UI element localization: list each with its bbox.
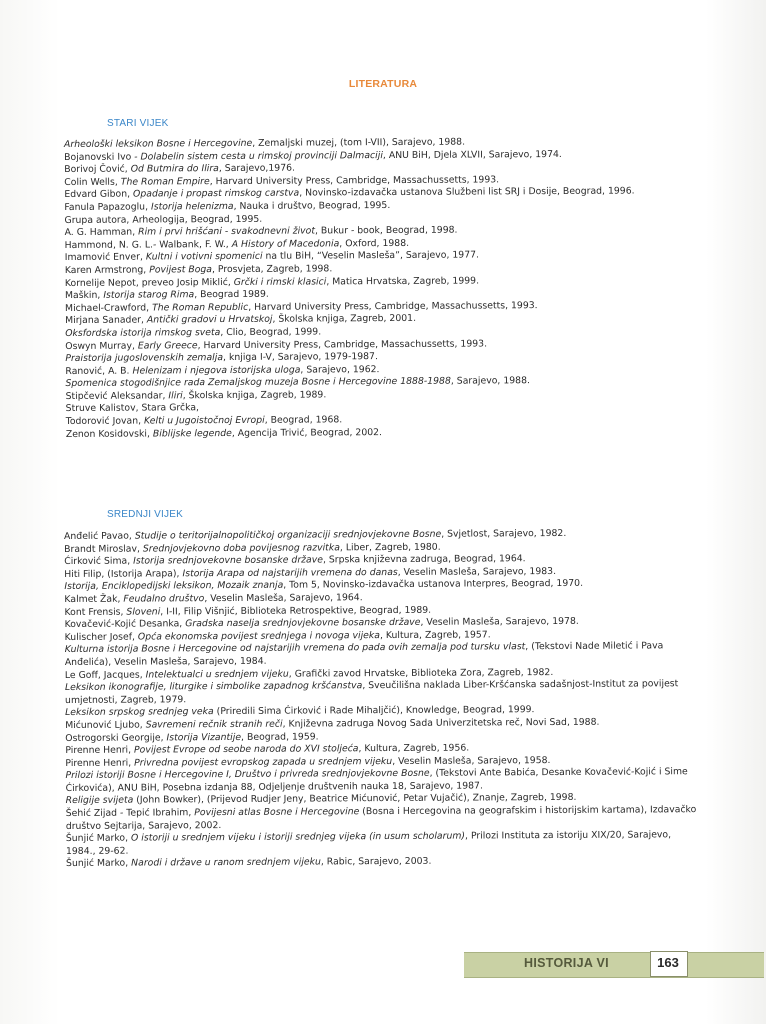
reference-title: Savremeni rečnik stranih reči — [145, 718, 283, 731]
footer-bar — [464, 952, 764, 978]
reference-text: , Harvard University Press, Cambridge, Massachussetts, 1993. — [197, 337, 488, 351]
reference-text: , Zemaljski muzej, (tom I-VII), Sarajevo, 1988. — [252, 136, 466, 149]
reference-text: Ostrogorski Georgije, — [65, 731, 167, 744]
reference-text: , Srpska književna zadruga, Beograd, 1964. — [322, 553, 526, 566]
reference-text: (Bosna i Hercegovina na geografskim i historijskim kartama), Izdavačko društvo Sejtarija, Sarajevo, 2002. — [65, 804, 697, 832]
reference-title: Kelti u Jugoistočnoj Evropi — [143, 414, 265, 427]
reference-text: Ćirković Sima, — [64, 555, 134, 568]
reference-text: , Veselin Masleša, Sarajevo, 1964. — [204, 592, 363, 605]
reference-title: The Roman Republic — [152, 301, 249, 314]
reference-title: Arheološki leksikon Bosne i Hercegovine — [64, 137, 253, 150]
reference-text: Pirenne Henri, — [65, 744, 135, 757]
reference-entry — [65, 640, 701, 669]
reference-title: Oksfordska istorija rimskog sveta — [65, 326, 221, 339]
reference-text: , Matica Hrvatska, Zagreb, 1999. — [326, 274, 480, 287]
reference-text: Brandt Miroslav, — [64, 543, 143, 555]
reference-text: , Grafički zavod Hrvatske, Biblioteka Zora, Zagreb, 1982. — [288, 666, 554, 680]
reference-title: Istorija helenizma — [150, 200, 234, 213]
section-heading-stari-vijek: STARI VIJEK — [107, 118, 169, 129]
reference-text: Stipčević Aleksandar, — [65, 390, 169, 402]
reference-title: Opadanje i propast rimskog carstva — [132, 187, 300, 200]
reference-text: , Harvard University Press, Cambridge, Massachussetts, 1993. — [248, 299, 538, 313]
reference-text: , ANU BiH, Djela XLVII, Sarajevo, 1974. — [382, 148, 562, 161]
reference-text: , Veselin Masleša, Sarajevo, 1983. — [397, 565, 557, 578]
reference-text: Michael-Crawford, — [65, 302, 153, 314]
reference-text: Mićunović Ljubo, — [65, 719, 146, 731]
reference-text: Kalmet Žak, — [64, 593, 124, 605]
reference-title: Istorija Arapa od najstarijih vremena do danas — [182, 566, 398, 580]
reference-title: Studije o teritorijalnopolitičkoj organizaciji srednjovjekovne Bosne — [134, 528, 442, 542]
reference-text: , Prilozi Instituta za istoriju XIX/20, Sarajevo, 1984., 29-62. — [65, 829, 672, 857]
reference-title: Grčki i rimski klasici — [233, 275, 327, 288]
reference-text: , Školska knjiga, Zagreb, 1989. — [182, 389, 327, 402]
reference-title: Istorija starog Rima — [103, 289, 195, 301]
reference-title: Feudalno društvo — [123, 593, 205, 605]
reference-text: , Liber, Zagreb, 1980. — [339, 541, 441, 553]
reference-title: Spomenica stogodišnjice rada Zemaljskog muzeja Bosne i Hercegovine 1888-1988 — [65, 375, 451, 390]
reference-title: Helenizam i njegova istorijska uloga — [132, 364, 301, 377]
reference-text: Bojanovski Ivo - — [64, 151, 141, 163]
reference-title: Antički gradovi u Hrvatskoj — [146, 314, 273, 326]
reference-title: Povijest Boga — [149, 264, 213, 276]
reference-title: Narodi i države u ranom srednjem vijeku — [131, 856, 321, 870]
reference-title: Kultni i votivni spomenici — [145, 251, 263, 263]
reference-title: Leksikon srpskog srednjeg veka — [65, 706, 214, 719]
reference-text: Fanula Papazoglu, — [64, 201, 152, 213]
reference-text: , Sveučilišna naklada Liber-Kršćanska sadašnjost-Institut za povijest umjetnosti, Zagreb, 1979. — [65, 678, 679, 706]
reference-title: Dolabelin sistem cesta u rimskoj provinciji Dalmaciji — [140, 149, 383, 163]
reference-title: Povijesni atlas Bosne i Hercegovine — [194, 806, 360, 819]
reference-title: Intelektualci u srednjem vijeku — [145, 668, 289, 681]
reference-text: Struve Kalistov, Stara Grčka, — [65, 402, 200, 415]
reference-entry — [65, 766, 701, 795]
reference-title: Praistorija jugoslovenskih zemalja — [65, 352, 224, 365]
reference-title: Gradska naselja srednjovjekovne bosanske države — [185, 616, 421, 630]
reference-text: , Kultura, Zagreb, 1957. — [379, 629, 491, 641]
reference-text: Ranović, A. B. — [65, 365, 133, 377]
reference-text: (John Bowker), (Prijevod Rudjer Jeny, Beatrice Mićunović, Petar Vujačić), Znanje, Zagreb, 1998. — [133, 792, 577, 807]
reference-text: Hammond, N. G. L.- Walbank, F. W., — [64, 238, 232, 251]
reference-title: Povijest Evrope od seobe naroda do XVI stoljeća — [134, 743, 359, 756]
reference-text: (Priredili Sima Ćirković i Rade Mihaljčić), Knowledge, Beograd, 1999. — [213, 704, 535, 718]
reference-text: , Svjetlost, Sarajevo, 1982. — [441, 527, 567, 540]
reference-entry — [66, 425, 702, 441]
reference-text: , Novinsko-izdavačka ustanova Službeni list SRJ i Dosije, Beograd, 1996. — [299, 185, 635, 199]
reference-text: Kovačević-Kojić Desanka, — [64, 618, 186, 631]
reference-title: Istorija, Enciklopedijski leksikon, Mozaik znanja — [64, 580, 284, 593]
reference-text: Oswyn Murray, — [65, 340, 138, 352]
reference-text: na tlu BiH, “Veselin Masleša”, Sarajevo, 1977. — [262, 249, 480, 263]
reference-title: A History of Macedonia — [231, 238, 340, 250]
reference-text: , Školska knjiga, Zagreb, 2001. — [272, 313, 417, 326]
reference-text: , Clio, Beograd, 1999. — [220, 326, 322, 338]
reference-title: Religije svijeta — [65, 795, 134, 807]
reference-title: Early Greece — [137, 339, 198, 352]
reference-title: Iliri — [168, 390, 183, 402]
reference-title: Prilozi istoriji Bosne i Hercegovine I, Društvo i privreda srednjovjekovne Bosne — [65, 768, 430, 782]
reference-text: , Beograd 1989. — [194, 288, 269, 301]
reference-text: Edvard Gibon, — [64, 188, 134, 201]
reference-title: Srednjovjekovno doba povijesnog razvitka — [142, 541, 340, 555]
reference-title: Biblijske legende — [152, 427, 232, 440]
reference-text: Kont Frensis, — [64, 606, 127, 618]
reference-title: The Roman Empire — [120, 175, 210, 188]
reference-entry — [66, 829, 702, 858]
reference-text: Imamović Enver, — [64, 251, 146, 264]
reference-entry — [66, 855, 702, 871]
reference-text: Le Goff, Jacques, — [64, 669, 146, 681]
reference-text: , Prosvjeta, Zagreb, 1998. — [211, 263, 333, 276]
reference-text: , Beograd, 1959. — [241, 730, 319, 743]
page-number: 163 — [657, 955, 679, 970]
reference-text: , Harvard University Press, Cambridge, Massachussetts, 1993. — [209, 174, 500, 187]
reference-text: , Sarajevo,1976. — [218, 162, 295, 175]
reference-text: Kulischer Josef, — [64, 631, 138, 643]
reference-text: Anđelić Pavao, — [64, 530, 135, 542]
reference-text: , Sarajevo, 1962. — [300, 363, 380, 376]
reference-title: Privredna povijest evropskog zapada u srednjem vijeku — [134, 755, 393, 769]
reference-title: Kulturna istorija Bosne i Hercegovine od najstarijih vremena do pada ovih zemalja pod tursku vlast — [64, 641, 526, 656]
reference-text: , Tom 5, Novinsko-izdavačka ustanova Interpres, Beograd, 1970. — [283, 578, 584, 592]
reference-text: Mirjana Sanader, — [65, 314, 147, 327]
page-title: LITERATURA — [348, 78, 418, 90]
reference-text: Šehić Zijad - Tepić Ibrahim, — [65, 807, 195, 820]
reference-text: , I-II, Filip Višnjić, Biblioteka Retrospektive, Beograd, 1989. — [160, 604, 432, 617]
reference-title: Leksikon ikonografije, liturgike i simbolike zapadnog kršćanstva — [64, 680, 363, 694]
reference-text: , Rabic, Sarajevo, 2003. — [320, 856, 432, 868]
reference-text: Grupa autora, Arheologija, Beograd, 1995. — [64, 213, 263, 226]
reference-text: Pirenne Henri, — [65, 757, 135, 769]
reference-title: Opća ekonomska povijest srednjega i novoga vijeka — [137, 629, 380, 643]
reference-text: , Kultura, Zagreb, 1956. — [358, 742, 470, 755]
reference-list-srednji-vijek — [64, 527, 702, 871]
reference-text: , knjiga I-V, Sarajevo, 1979-1987. — [223, 351, 378, 364]
reference-title: O istoriji u srednjem vijeku i istoriji srednjeg vijeka (in usum scholarum) — [130, 830, 466, 844]
reference-text: , Književna zadruga Novog Sada Univerzitetska reč, Novi Sad, 1988. — [282, 716, 600, 730]
reference-text: Šunjić Marko, — [66, 858, 132, 870]
reference-text: Hiti Filip, (Istorija Arapa), — [64, 568, 183, 580]
reference-text: , (Tekstovi Ante Babića, Desanke Kovačević-Kojić i Sime Ćirkovića), ANU BiH, Posebna izdanja 88, Odjeljenje društvenih nauka 18, Sarajevo, 1987. — [65, 766, 688, 794]
reference-title: Od Butmira do Ilira — [130, 163, 219, 175]
reference-text: , Sarajevo, 1988. — [450, 375, 530, 387]
reference-text: , Nauka i društvo, Beograd, 1995. — [233, 199, 391, 212]
reference-text: Kornelije Nepot, preveo Josip Miklić, — [64, 276, 234, 289]
reference-title: Sloveni — [126, 605, 161, 618]
reference-text: Šunjić Marko, — [65, 832, 132, 845]
reference-text: Karen Armstrong, — [64, 264, 150, 276]
footer-book-title: HISTORIJA VI — [524, 956, 609, 970]
reference-text: , Oxford, 1988. — [339, 237, 410, 250]
reference-text: , Agencija Trivić, Beograd, 2002. — [231, 426, 383, 439]
reference-text: Maškin, — [64, 289, 104, 302]
reference-list-stari-vijek — [64, 135, 702, 441]
reference-text: Zenon Kosidovski, — [65, 428, 153, 440]
reference-title: Rim i prvi hrišćani - svakodnevni život — [138, 225, 316, 238]
reference-text: , Bukur - book, Beograd, 1998. — [314, 224, 458, 237]
section-heading-srednji-vijek: SREDNJI VIJEK — [107, 509, 183, 520]
reference-text: Colin Wells, — [64, 176, 121, 188]
reference-text: , Veselin Masleša, Sarajevo, 1978. — [420, 616, 579, 628]
reference-text: A. G. Hamman, — [64, 226, 139, 239]
reference-text: Borivoj Čović, — [64, 163, 131, 176]
reference-text: , Veselin Masleša, Sarajevo, 1958. — [392, 754, 551, 767]
reference-entry — [65, 678, 701, 707]
reference-title: Istorija srednjovekovne bosanske države — [133, 554, 323, 567]
reference-text: , (Tekstovi Nade Miletić i Pava Anđelića), Veselin Masleša, Sarajevo, 1984. — [64, 640, 664, 668]
reference-text: , Beograd, 1968. — [264, 414, 343, 426]
reference-title: Istorija Vizantije — [166, 731, 242, 743]
reference-text: Todorović Jovan, — [65, 415, 145, 428]
